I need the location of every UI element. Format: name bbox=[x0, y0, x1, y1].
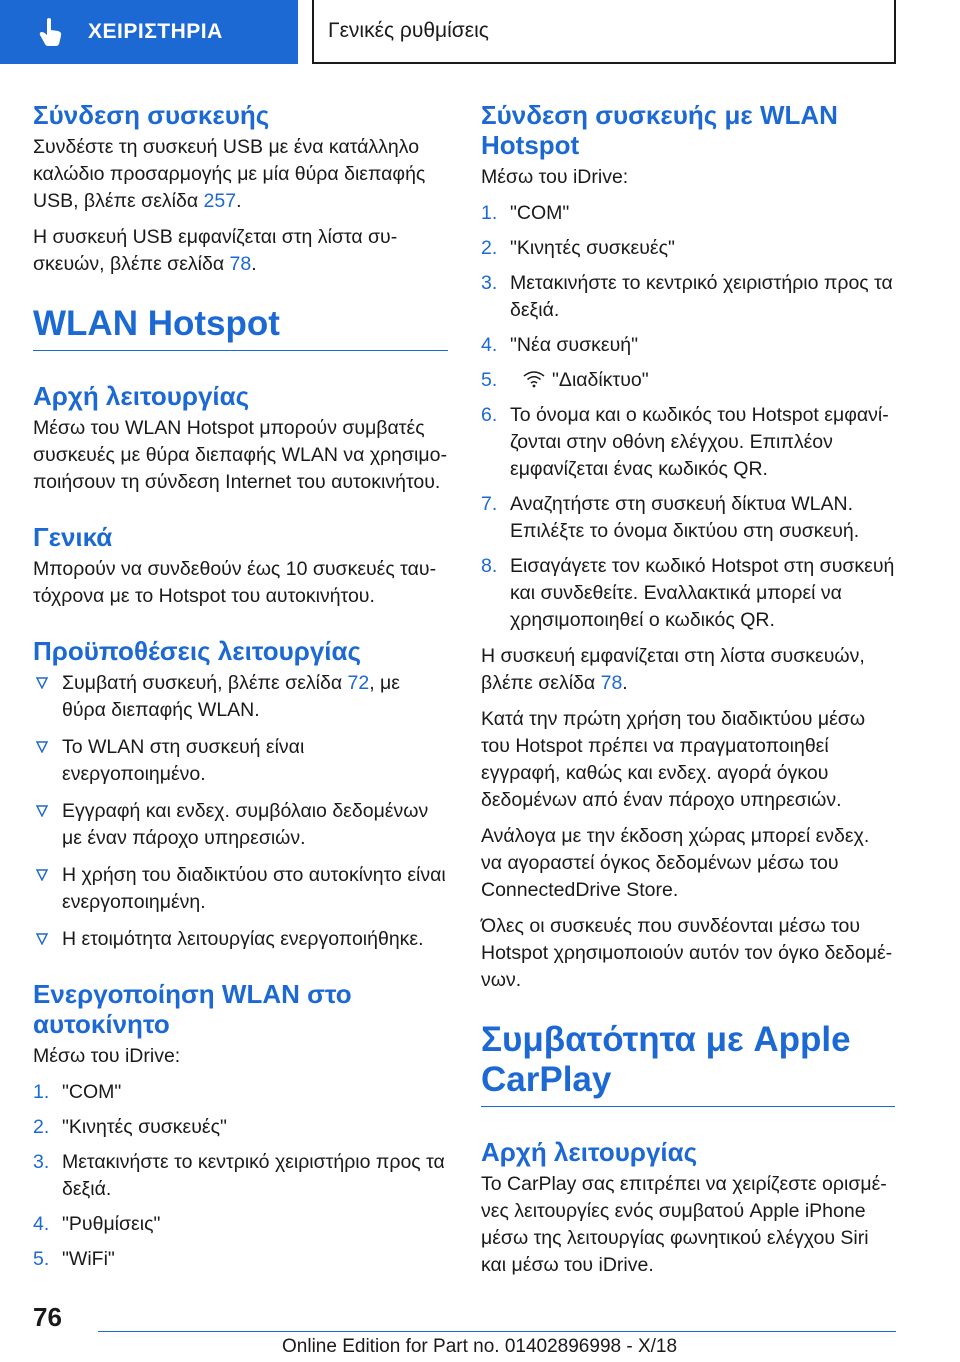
prereq-item-4-text: Η χρήση του διαδικτύου στο αυτοκίνητο είναι ενεργοποιημένη. bbox=[62, 864, 446, 913]
principle-text: Μέσω του WLAN Hotspot μπορούν συμβατές συσκευές με θύρα διεπαφής WLAN να χρησιμοποιήσουν τη σύνδεση Internet του αυτοκινήτου. bbox=[33, 417, 447, 493]
step-number: 4. bbox=[481, 334, 498, 356]
activate-steps bbox=[33, 1079, 448, 1273]
step-text: Μετακινήστε το κεντρικό χειριστήριο προς τα δεξιά. bbox=[510, 272, 893, 321]
right-column bbox=[481, 100, 895, 1288]
prereq-item-1-end: , με θύρα διεπαφής WLAN. bbox=[62, 672, 400, 721]
step-text: Αναζητήστε στη συσκευή δίκτυα WLAN. Επιλέξτε το όνομα δικτύου στη συσκευή. bbox=[510, 493, 860, 542]
prereq-item-5-text: Η ετοιμότητα λειτουργίας ενεργοποιήθηκε. bbox=[62, 928, 424, 950]
step-number: 6. bbox=[481, 404, 498, 426]
header-section-tab[interactable] bbox=[0, 0, 298, 64]
header-chapter-title: Γενικές ρυθμίσεις bbox=[328, 19, 489, 42]
connect-paragraph-4: Όλες οι συσκευές που συνδέονται μέσω του Hotspot χρησιμοποιούν αυτόν τον όγκο δεδομένων. bbox=[481, 915, 893, 991]
step-text: "Κινητές συσκευές" bbox=[510, 237, 675, 259]
list-item bbox=[481, 332, 895, 359]
page-link-78[interactable]: 78 bbox=[229, 253, 252, 275]
footer-divider bbox=[98, 1331, 896, 1332]
usb-p2-text: Η συσκευή USB εμφανίζεται στη λίστα συσκευών, βλέπε σελίδα bbox=[33, 226, 398, 275]
header-chapter bbox=[312, 0, 896, 64]
usb-p1-text: Συνδέστε τη συσκευή USB με ένα κατάλληλο καλώδιο προσαρμογής με μία θύρα διεπαφής USB, βλέπε σελίδα bbox=[33, 136, 426, 212]
step-text: "Νέα συσκευή" bbox=[510, 334, 638, 356]
step-number: 2. bbox=[33, 1116, 50, 1138]
usb-heading: Σύνδεση συσκευής bbox=[33, 100, 270, 130]
wifi-icon bbox=[522, 370, 546, 388]
connect-paragraph-1 bbox=[481, 643, 895, 697]
connect-heading: Σύνδεση συσκευής με WLAN Hotspot bbox=[481, 100, 838, 160]
step-number: 1. bbox=[481, 202, 498, 224]
list-item bbox=[33, 1114, 448, 1141]
step-number: 5. bbox=[33, 1248, 50, 1270]
usb-paragraph-1 bbox=[33, 134, 448, 215]
header-section-title: ΧΕΙΡΙΣΤΗΡΙΑ bbox=[88, 20, 223, 43]
left-column bbox=[33, 100, 448, 1282]
list-item bbox=[33, 1149, 448, 1203]
step-number: 4. bbox=[33, 1213, 50, 1235]
list-item bbox=[481, 491, 895, 545]
usb-paragraph-2 bbox=[33, 224, 448, 278]
step-text: Εισαγάγετε τον κωδικό Hotspot στη συσκευή και συνδεθείτε. Εναλλακτικά μπορεί να χρησιμοποιηθεί ο κωδικός QR. bbox=[510, 555, 895, 631]
list-item bbox=[481, 367, 895, 394]
list-item bbox=[481, 270, 895, 324]
footer-edition: Online Edition for Part no. 01402896998 - X/18 bbox=[282, 1336, 678, 1357]
connect-steps bbox=[481, 200, 895, 634]
wlan-hotspot-title: WLAN Hotspot bbox=[33, 304, 280, 343]
step-number: 5. bbox=[481, 369, 498, 391]
activate-intro: Μέσω του iDrive: bbox=[33, 1045, 181, 1067]
carplay-principle-text: Το CarPlay σας επιτρέπει να χειρίζεστε ορισμένες λειτουργίες ενός συμβατού Apple iPhone μέσω της λειτουργίας φωνητικού ελέγχου Siri και μέσω του iDrive. bbox=[481, 1173, 887, 1276]
activate-heading: Ενεργοποίηση WLAN στο αυτοκίνητο bbox=[33, 979, 352, 1039]
page-link-78[interactable]: 78 bbox=[600, 672, 623, 694]
general-text: Μπορούν να συνδεθούν έως 10 συσκευές ταυτόχρονα με το Hotspot του αυτοκινήτου. bbox=[33, 558, 437, 607]
page-link-72[interactable]: 72 bbox=[347, 672, 370, 694]
list-item bbox=[33, 1079, 448, 1106]
prereq-item-1-text: Συμβατή συσκευή, βλέπε σελίδα bbox=[62, 672, 343, 694]
carplay-title-block bbox=[481, 1020, 895, 1107]
step-number: 3. bbox=[481, 272, 498, 294]
step-text: "COM" bbox=[510, 202, 570, 224]
list-item bbox=[33, 862, 448, 916]
triangle-bullet-icon bbox=[36, 869, 48, 881]
list-item bbox=[33, 734, 448, 788]
step-text: "COM" bbox=[62, 1081, 122, 1103]
step-text: "Ρυθμίσεις" bbox=[62, 1213, 161, 1235]
step-number: 8. bbox=[481, 555, 498, 577]
list-item bbox=[481, 235, 895, 262]
usb-p2-end: . bbox=[251, 253, 257, 275]
prereq-item-2-text: Το WLAN στη συσκευή είναι ενεργοποιημένο. bbox=[62, 736, 305, 785]
triangle-bullet-icon bbox=[36, 805, 48, 817]
step-number: 2. bbox=[481, 237, 498, 259]
step-text: "WiFi" bbox=[62, 1248, 115, 1270]
general-heading: Γενικά bbox=[33, 522, 113, 552]
list-item bbox=[33, 926, 448, 953]
step-text: Το όνομα και ο κωδικός του Hotspot εμφανίζονται στην οθόνη ελέγχου. Επιπλέον εμφανίζεται ένας κωδικός QR. bbox=[510, 404, 889, 480]
list-item bbox=[33, 670, 448, 724]
wlan-title-block bbox=[33, 304, 448, 351]
prereq-item-3-text: Εγγραφή και ενδεχ. συμβόλαιο δεδομένων με έναν πάροχο υπηρεσιών. bbox=[62, 800, 429, 849]
step-text: "Κινητές συσκευές" bbox=[62, 1116, 227, 1138]
connect-paragraph-3: Ανάλογα με την έκδοση χώρας μπορεί ενδεχ. να αγοραστεί όγκος δεδομένων μέσω του ConnectedDrive Store. bbox=[481, 825, 870, 901]
connect-intro: Μέσω του iDrive: bbox=[481, 166, 629, 188]
prereq-heading: Προϋποθέσεις λειτουργίας bbox=[33, 636, 362, 666]
hand-pointer-icon bbox=[38, 17, 64, 47]
usb-p1-end: . bbox=[236, 190, 242, 212]
list-item bbox=[481, 200, 895, 227]
list-item bbox=[33, 1246, 448, 1273]
list-item bbox=[33, 1211, 448, 1238]
step-number: 1. bbox=[33, 1081, 50, 1103]
step-number: 3. bbox=[33, 1151, 50, 1173]
carplay-principle-heading: Αρχή λειτουργίας bbox=[481, 1137, 698, 1167]
principle-heading: Αρχή λειτουργίας bbox=[33, 381, 250, 411]
triangle-bullet-icon bbox=[36, 677, 48, 689]
triangle-bullet-icon bbox=[36, 741, 48, 753]
connect-p1-text: Η συσκευή εμφανίζεται στη λίστα συσκευών, βλέπε σελίδα bbox=[481, 645, 865, 694]
triangle-bullet-icon bbox=[36, 933, 48, 945]
list-item bbox=[481, 402, 895, 483]
step-text: "Διαδίκτυο" bbox=[552, 369, 649, 391]
list-item bbox=[33, 798, 448, 852]
connect-paragraph-2: Κατά την πρώτη χρήση του διαδικτύου μέσω του Hotspot πρέπει να πραγματοποιηθεί εγγραφή, καθώς και ενδεχ. αγορά όγκου δεδομένων από έναν πάροχο υπηρεσιών. bbox=[481, 708, 866, 811]
connect-p1-end: . bbox=[622, 672, 628, 694]
list-item bbox=[481, 553, 895, 634]
page-number: 76 bbox=[33, 1302, 62, 1332]
carplay-title: Συμβατότητα με Apple CarPlay bbox=[481, 1020, 851, 1099]
prereq-list bbox=[33, 670, 448, 953]
step-text: Μετακινήστε το κεντρικό χειριστήριο προς τα δεξιά. bbox=[62, 1151, 445, 1200]
page-link-257[interactable]: 257 bbox=[203, 190, 237, 212]
step-number: 7. bbox=[481, 493, 498, 515]
